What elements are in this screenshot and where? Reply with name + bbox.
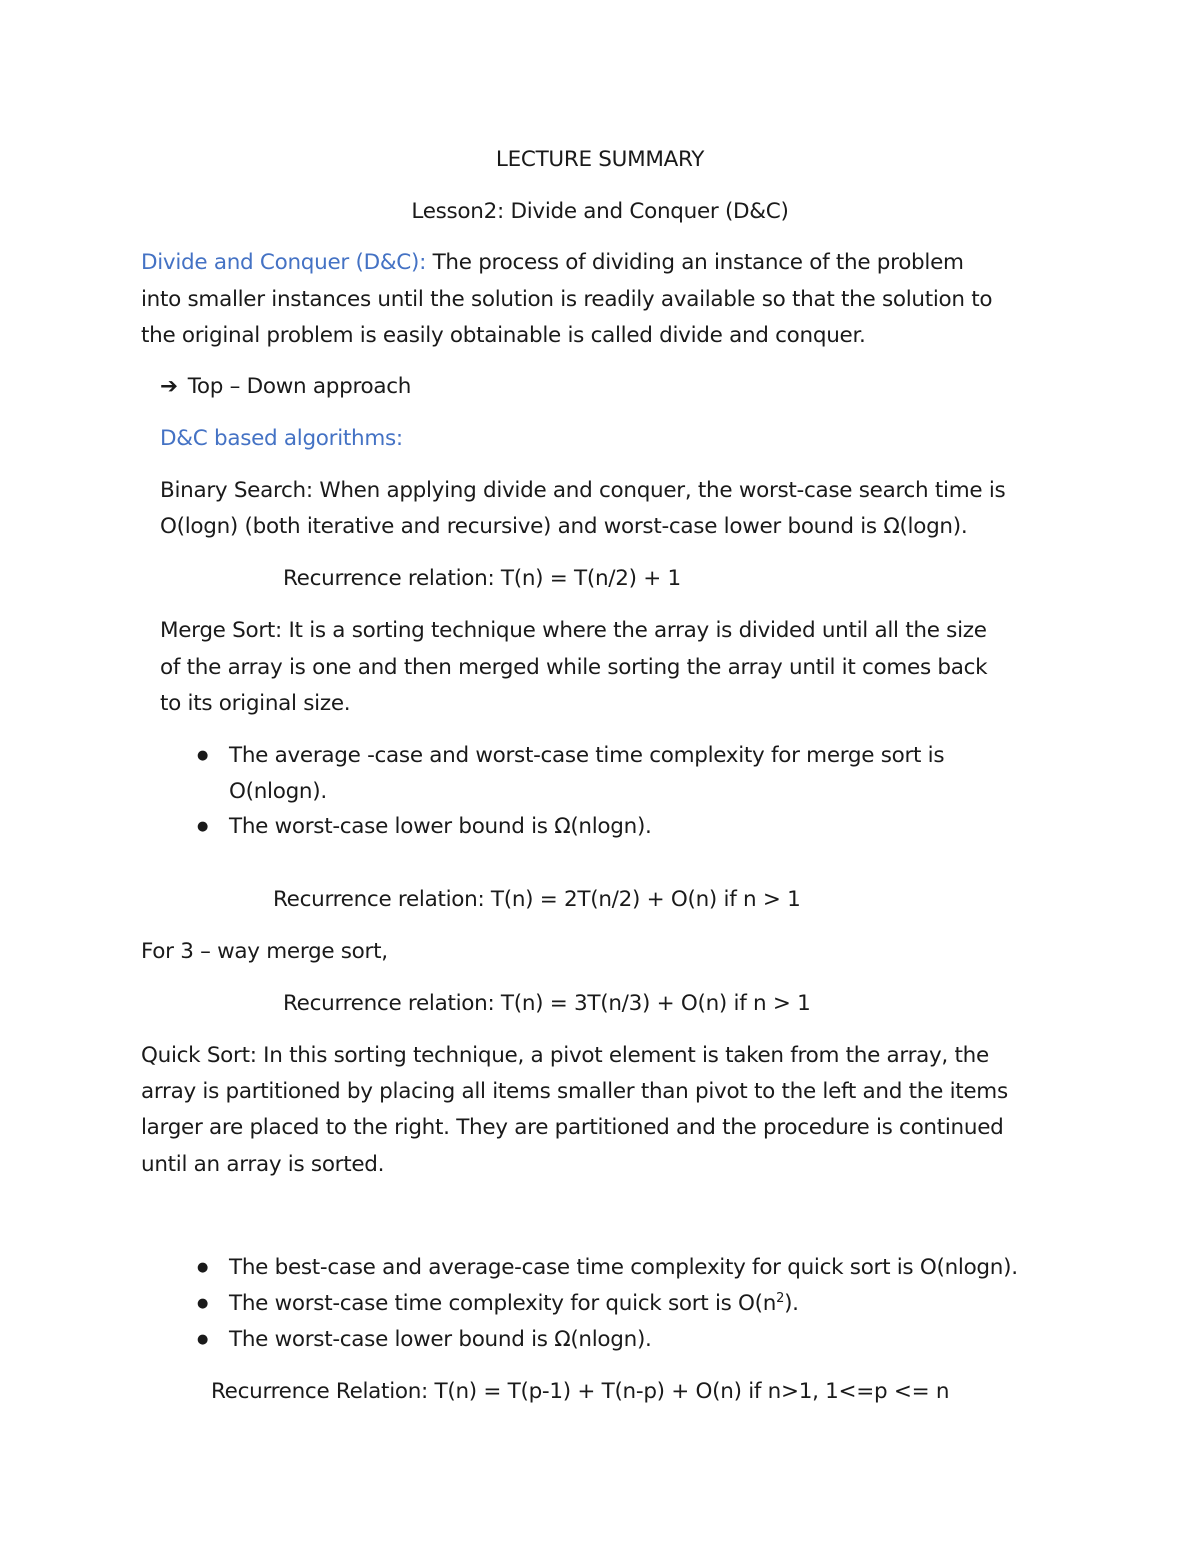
quick-bullet-2-end: ). (784, 1291, 799, 1316)
bullet-icon: ● (197, 1332, 209, 1347)
quick-sort-line-1: Quick Sort: In this sorting technique, a pivot element is taken from the array, the (141, 1043, 989, 1068)
dc-definition-line-3: the original problem is easily obtainable is called divide and conquer. (141, 323, 866, 348)
merge-bullet-1-line-1: The average -case and worst-case time complexity for merge sort is (229, 743, 945, 768)
quick-sort-line-2: array is partitioned by placing all items smaller than pivot to the left and the items (141, 1079, 1008, 1104)
quick-sort-line-3: larger are placed to the right. They are partitioned and the procedure is continued (141, 1115, 1004, 1140)
dc-definition-line-2: into smaller instances until the solution is readily available so that the solution to (141, 287, 993, 312)
merge-bullet-2: The worst-case lower bound is Ω(nlogn). (229, 814, 652, 839)
merge-sort-recurrence: Recurrence relation: T(n) = 2T(n/2) + O(n) if n > 1 (273, 887, 801, 912)
quick-sort-line-4: until an array is sorted. (141, 1152, 385, 1177)
quick-bullet-3: The worst-case lower bound is Ω(nlogn). (229, 1327, 652, 1352)
page-title: LECTURE SUMMARY (495, 147, 705, 172)
merge-sort-line-1: Merge Sort: It is a sorting technique where the array is divided until all the size (160, 618, 987, 643)
dc-term: Divide and Conquer (D&C): (141, 250, 427, 275)
lesson-subtitle: Lesson2: Divide and Conquer (D&C) (411, 199, 789, 224)
bullet-icon: ● (197, 748, 209, 763)
quick-sort-recurrence: Recurrence Relation: T(n) = T(p-1) + T(n-p) + O(n) if n>1, 1<=p <= n (211, 1379, 950, 1404)
three-way-recurrence: Recurrence relation: T(n) = 3T(n/3) + O(n) if n > 1 (283, 991, 811, 1016)
binary-search-line-1: Binary Search: When applying divide and conquer, the worst-case search time is (160, 478, 1006, 503)
three-way-intro: For 3 – way merge sort, (141, 939, 388, 964)
quick-bullet-1: The best-case and average-case time complexity for quick sort is O(nlogn). (229, 1255, 1018, 1280)
approach-text: Top – Down approach (187, 374, 412, 399)
quick-bullet-2-text: The worst-case time complexity for quick sort is O(n (229, 1291, 777, 1316)
merge-sort-line-3: to its original size. (160, 691, 351, 716)
merge-bullet-1-line-2: O(nlogn). (229, 779, 327, 804)
bullet-icon: ● (197, 1260, 209, 1275)
quick-bullet-2 (229, 1289, 799, 1319)
superscript: 2 (776, 1291, 785, 1306)
bullet-icon: ● (197, 819, 209, 834)
algorithms-heading: D&C based algorithms: (160, 426, 403, 451)
dc-definition-text: The process of dividing an instance of the problem (426, 250, 964, 275)
binary-search-line-2: O(logn) (both iterative and recursive) and worst-case lower bound is Ω(logn). (160, 514, 968, 539)
binary-search-recurrence: Recurrence relation: T(n) = T(n/2) + 1 (283, 566, 681, 591)
bullet-icon: ● (197, 1296, 209, 1311)
dc-definition-line-1 (141, 248, 964, 278)
arrow-right-icon: ➔ (160, 374, 178, 399)
merge-sort-line-2: of the array is one and then merged while sorting the array until it comes back (160, 655, 988, 680)
approach-line (160, 372, 411, 402)
